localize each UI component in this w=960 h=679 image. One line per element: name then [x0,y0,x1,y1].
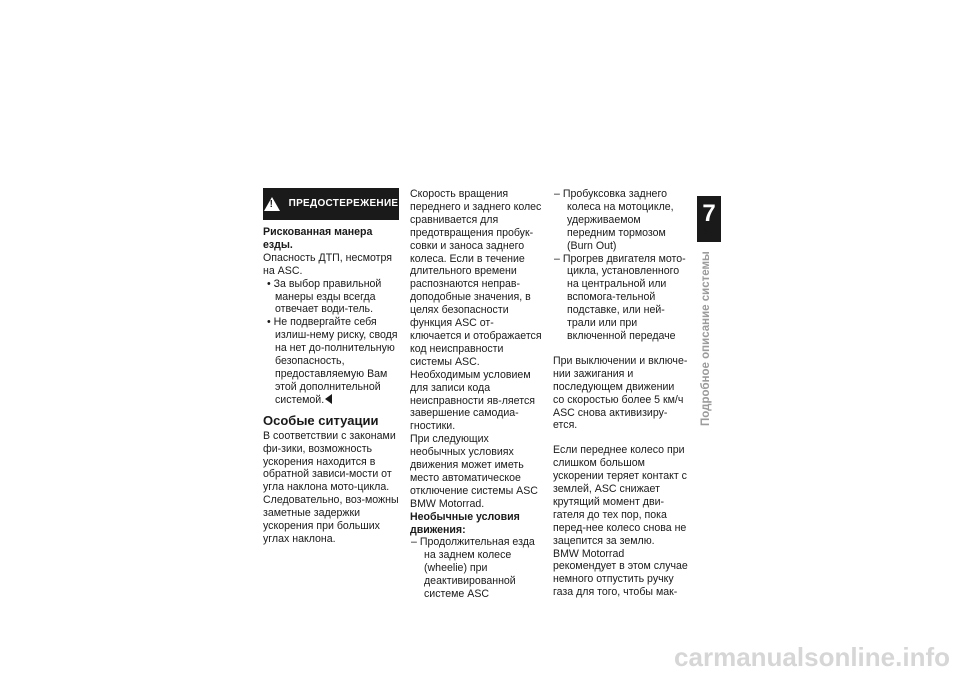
section-title: Особые ситуации [263,412,379,428]
dash-item: – Прогрев двигателя мото-цикла, установленного на центральной или вспомога-тельной подставке, или ней-трали или при включенной передаче [554,252,686,342]
warning-title: ПРЕДОСТЕРЕЖЕНИЕ [288,197,399,209]
risky-heading: Рискованная манера езды. [263,226,373,251]
text-column-2 [410,188,544,601]
paragraph: При выключении и включе-нии зажигания и последующем движении со скоростью более 5 км/ч ASC снова активизиру-ется. [553,354,688,432]
paragraph: При следующих необычных условиях движения может иметь место автоматическое отключение системы ASC BMW Motorrad. [410,433,538,510]
warning-box [263,188,399,220]
chapter-number: 7 [702,200,716,227]
paragraph: BMW Motorrad рекомендует в этом случае немного отпустить ручку газа для того, чтобы мак- [553,547,688,599]
bullet-item: • За выбор правильной манеры езды всегда отвечает води-тель. [267,277,382,316]
dash-item: – Продолжительная езда на заднем колесе (wheelie) при деактивированной системе ASC [411,536,535,601]
paragraph: Если переднее колесо при слишком большом ускорении теряет контакт с землей, ASC снижает крутящий момент дви-гателя до тех пор, пока перед-нее колесо снова не зацепится за землю. [553,444,687,547]
dash-text: Прогрев двигателя мото-цикла, установленного на центральной или вспомога-тельной подставке, или ней-трали или при включенной передаче [562,252,686,342]
bullet-item: • Не подвергайте себя излиш-нему риску, сводя на нет до-полнительную безопасность, предоставляемую Вам этой дополнительной системой. [267,316,398,406]
section-text: В соответствии с законами фи-зики, возможность ускорения находится в обратной зависи-мости от угла наклона мото-цикла. Следовательно, воз-можны заметные задержки ускорения при больших углах наклона. [263,429,399,545]
dash-text: Продолжительная езда на заднем колесе (wheelie) при деактивированной системе ASC [419,536,535,601]
end-of-warning-icon [325,394,332,404]
text-column-1 [263,188,399,546]
bullet-text: За выбор правильной манеры езды всегда отвечает води-тель. [273,277,382,316]
unusual-conditions-heading: Необычные условия движения: [410,510,520,536]
dash-item: – Пробуксовка заднего колеса на мотоцикле, удерживаемом передним тормозом (Burn Out) [554,188,674,252]
text-column-3 [553,188,688,599]
watermark: carmanualsonline.info [674,642,950,672]
bullet-text: Не подвергайте себя излиш-нему риску, сводя на нет до-полнительную безопасность, предоставляемую Вам этой дополнительной системой. [273,316,398,406]
warning-triangle-icon [264,197,280,211]
page-number: 97 [703,226,715,237]
paragraph: Скорость вращения переднего и заднего колес сравнивается для предотвращения пробук-совки и заноса заднего колеса. Если в течение длительного времени распознаются неправ-доподобные значения, в целях безопасности функция ASC от-ключается и отображается код неисправности системы ASC. Необходимым условием для записи кода неисправности яв-ляется завершение самодиа-гностики. [410,188,542,433]
risky-text: Опасность ДТП, несмотря на ASC. [263,251,393,277]
dash-text: Пробуксовка заднего колеса на мотоцикле, удерживаемом передним тормозом (Burn Out) [562,188,674,252]
side-chapter-title: Подробное описание системы [700,251,712,426]
